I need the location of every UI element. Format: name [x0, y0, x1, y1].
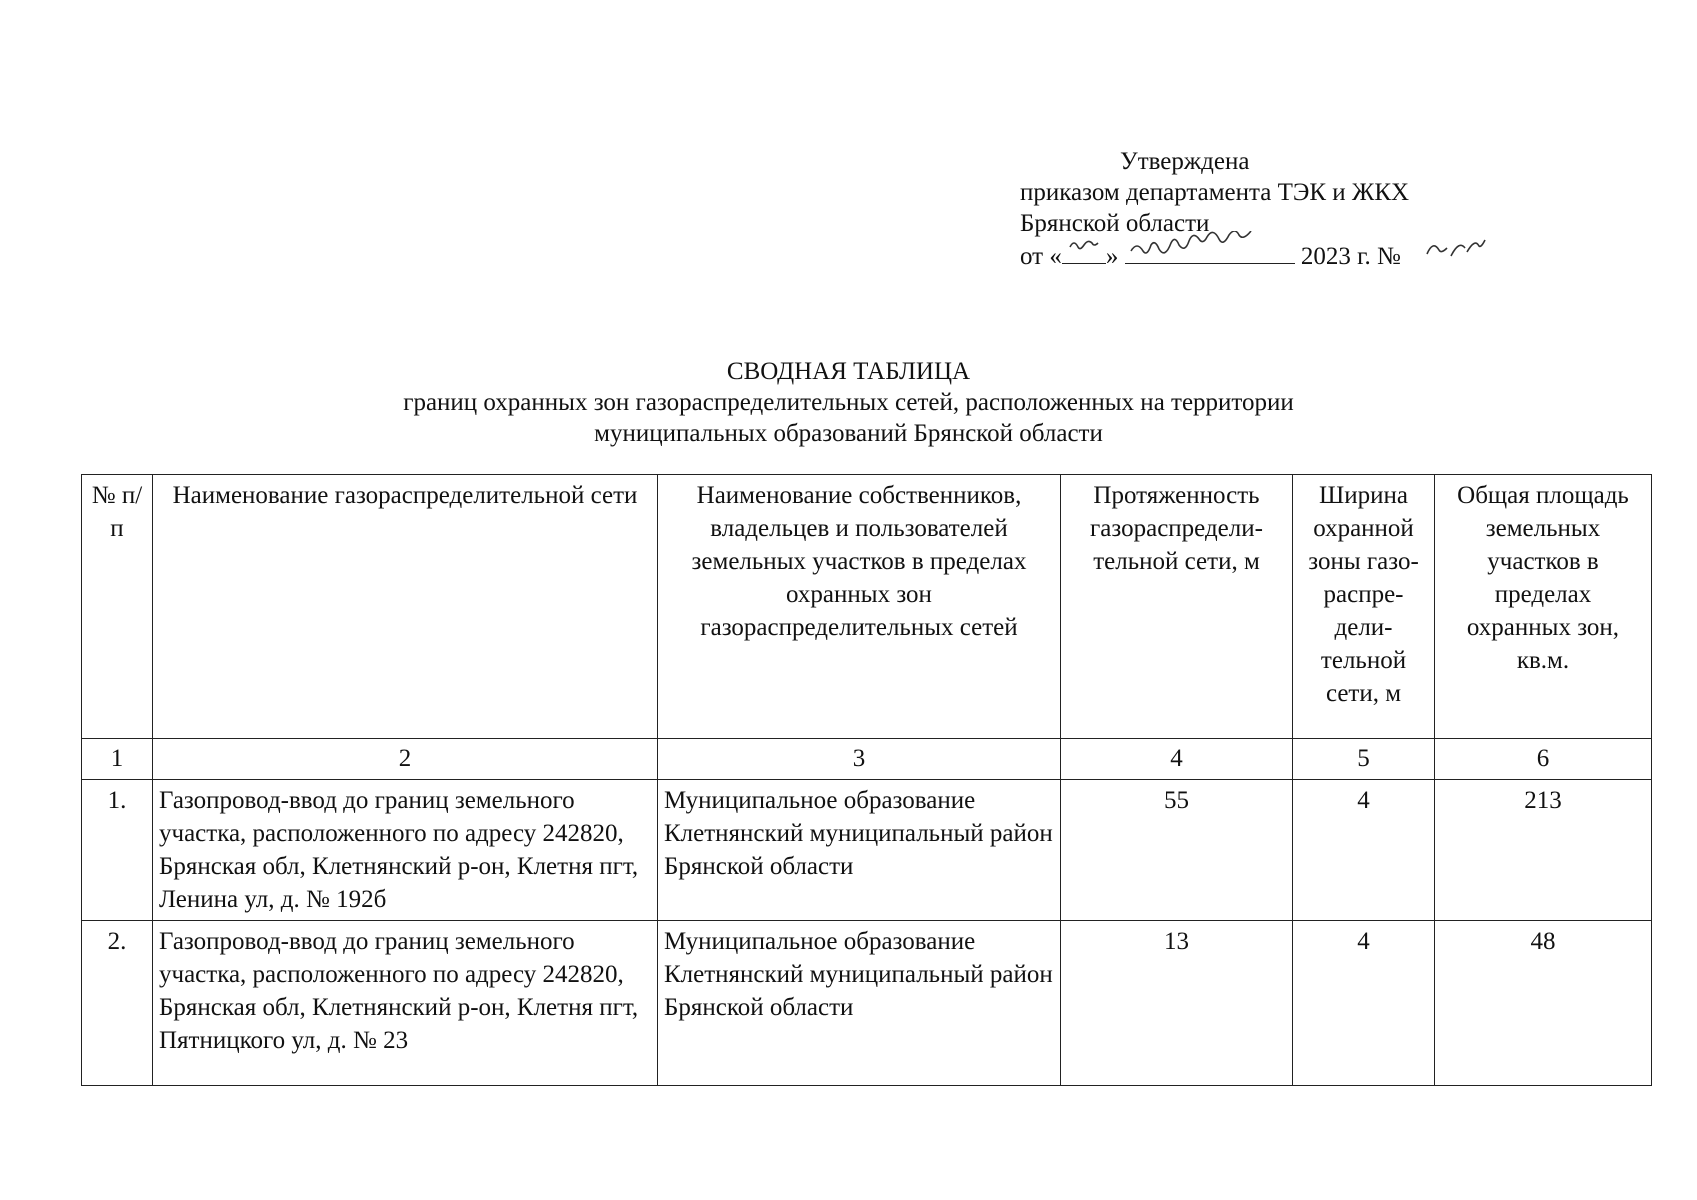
table-row	[82, 780, 1652, 921]
area-cell: 213	[1435, 780, 1652, 921]
title-subtitle-2: муниципальных образований Брянской области	[594, 420, 1103, 447]
date-prefix: от «	[1020, 243, 1062, 270]
network-name-cell: Газопровод-ввод до границ земельного участка, расположенного по адресу 242820, Брянская обл, Клетнянский р-он, Клетня пгт, Пятницкого ул, д. № 23	[153, 921, 658, 1086]
table-row	[82, 921, 1652, 1086]
table-header-row	[82, 475, 1652, 739]
title-main: СВОДНАЯ ТАБЛИЦА	[726, 358, 971, 385]
header-number: № п/п	[82, 475, 153, 739]
approval-heading: Утверждена	[1120, 148, 1250, 175]
handwritten-number	[1407, 240, 1497, 264]
header-zone-width: Ширина охранной зоны газо-распре-дели-тельной сети, м	[1293, 475, 1435, 739]
approval-region-line: Брянской области	[1020, 210, 1210, 237]
zone-width-cell: 4	[1293, 921, 1435, 1086]
header-owners: Наименование собственников, владельцев и пользователей земельных участков в пределах охранных зон газораспределительных сетей	[658, 475, 1061, 739]
summary-table	[81, 474, 1652, 1086]
header-network-name: Наименование газораспределительной сети	[153, 475, 658, 739]
document-title	[0, 356, 1697, 449]
row-number: 1.	[82, 780, 153, 921]
column-number-row	[82, 739, 1652, 780]
zone-width-cell: 4	[1293, 780, 1435, 921]
number-sign: №	[1377, 243, 1401, 270]
row-number: 2.	[82, 921, 153, 1086]
owners-cell: Муниципальное образование Клетнянский муниципальный район Брянской области	[658, 780, 1061, 921]
handwritten-day	[1062, 239, 1106, 264]
column-number: 4	[1061, 739, 1293, 780]
length-cell: 13	[1061, 921, 1293, 1086]
header-length: Протяженность газораспредели-тельной сети, м	[1061, 475, 1293, 739]
approval-date-line	[1020, 239, 1640, 272]
column-number: 6	[1435, 739, 1652, 780]
quote-close: »	[1105, 243, 1119, 270]
area-cell: 48	[1435, 921, 1652, 1086]
network-name-cell: Газопровод-ввод до границ земельного участка, расположенного по адресу 242820, Брянская обл, Клетнянский р-он, Клетня пгт, Ленина ул, д. № 192б	[153, 780, 658, 921]
column-number: 3	[658, 739, 1061, 780]
length-cell: 55	[1061, 780, 1293, 921]
owners-cell: Муниципальное образование Клетнянский муниципальный район Брянской области	[658, 921, 1061, 1086]
column-number: 2	[153, 739, 658, 780]
header-total-area: Общая площадь земельных участков в пределах охранных зон, кв.м.	[1435, 475, 1652, 739]
column-number: 1	[82, 739, 153, 780]
handwritten-month	[1125, 239, 1295, 264]
title-subtitle-1: границ охранных зон газораспределительных сетей, расположенных на территории	[403, 389, 1294, 416]
column-number: 5	[1293, 739, 1435, 780]
approval-block	[1020, 146, 1640, 272]
approval-order-line: приказом департамента ТЭК и ЖКХ	[1020, 179, 1410, 206]
year-text: 2023 г.	[1300, 243, 1371, 270]
